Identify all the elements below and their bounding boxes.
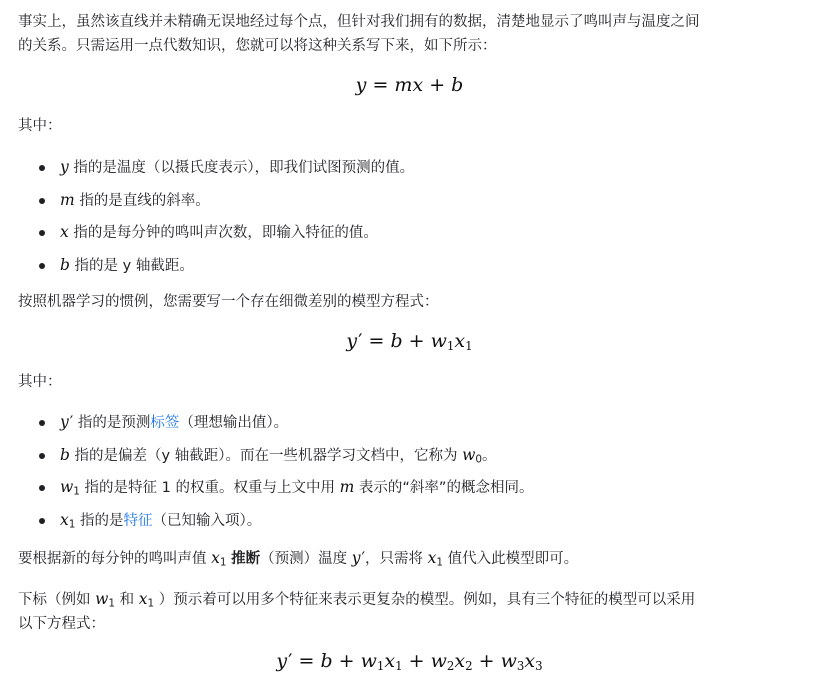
list-item: y′ 指的是预测标签（理想输出值）。 <box>0 406 780 439</box>
list-item: x 指的是每分钟的鸣叫声次数，即输入特征的值。 <box>0 216 780 249</box>
variable-list-2 <box>0 406 780 536</box>
list-item: y 指的是温度（以摄氏度表示），即我们试图预测的值。 <box>0 151 780 184</box>
bullet <box>39 230 45 236</box>
bullet <box>39 198 45 204</box>
bullet <box>39 263 45 269</box>
equation-linear: y = mx + b <box>355 74 464 96</box>
intro-line-1: 事实上，虽然该直线并未精确无误地经过每个点，但针对我们拥有的数据，清楚地显示了鸣叫声与温度之间 <box>18 14 700 30</box>
list-item: $w_1$ 指的是特征 1 的权重。权重与上文中用 m 表示的“斜率”的概念相同。 <box>0 471 780 504</box>
bullet <box>39 165 45 171</box>
label-link[interactable]: 标签 <box>150 415 180 431</box>
intro-paragraph <box>18 10 788 58</box>
list-item: m 指的是直线的斜率。 <box>0 184 780 217</box>
equation-three-features: $y' = b + w_1x_1 + w_2x_2 + w_3x_3$ <box>276 650 543 673</box>
intro-line-2: 的关系。只需运用一点代数知识，您就可以将这种关系写下来，如下所示： <box>18 38 497 54</box>
where-label-1: 其中： <box>18 118 62 134</box>
infer-keyword: 推断 <box>231 551 261 567</box>
list-item: b 指的是 y 轴截距。 <box>0 249 780 282</box>
variable-list-1 <box>0 151 780 281</box>
equation-model: $y' = b + w_1x_1$ <box>346 330 473 353</box>
bullet <box>39 518 45 524</box>
bullet <box>39 453 45 459</box>
list-item: b 指的是偏差（y 轴截距）。而在一些机器学习文档中，它称为 $w_0$。 <box>0 439 780 472</box>
subscript-paragraph: 下标（例如 $w_1$ 和 $x_1$ ）预示着可以用多个特征来表示更复杂的模型。例如，具有三个特征的模型可以采用 以下方程式： <box>18 590 696 632</box>
feature-link[interactable]: 特征 <box>123 512 153 529</box>
inference-paragraph: 要根据新的每分钟的鸣叫声值 $x_1$ 推断（预测）温度 y′，只需将 $x_1$ 值代入此模型即可。 <box>18 549 579 569</box>
bullet <box>39 485 45 491</box>
where-label-2: 其中： <box>18 374 62 390</box>
bullet <box>39 420 45 426</box>
ml-convention-paragraph: 按照机器学习的惯例，您需要写一个存在细微差别的模型方程式： <box>18 294 439 310</box>
list-item: $x_1$ 指的是特征（已知输入项）。 <box>0 504 780 537</box>
